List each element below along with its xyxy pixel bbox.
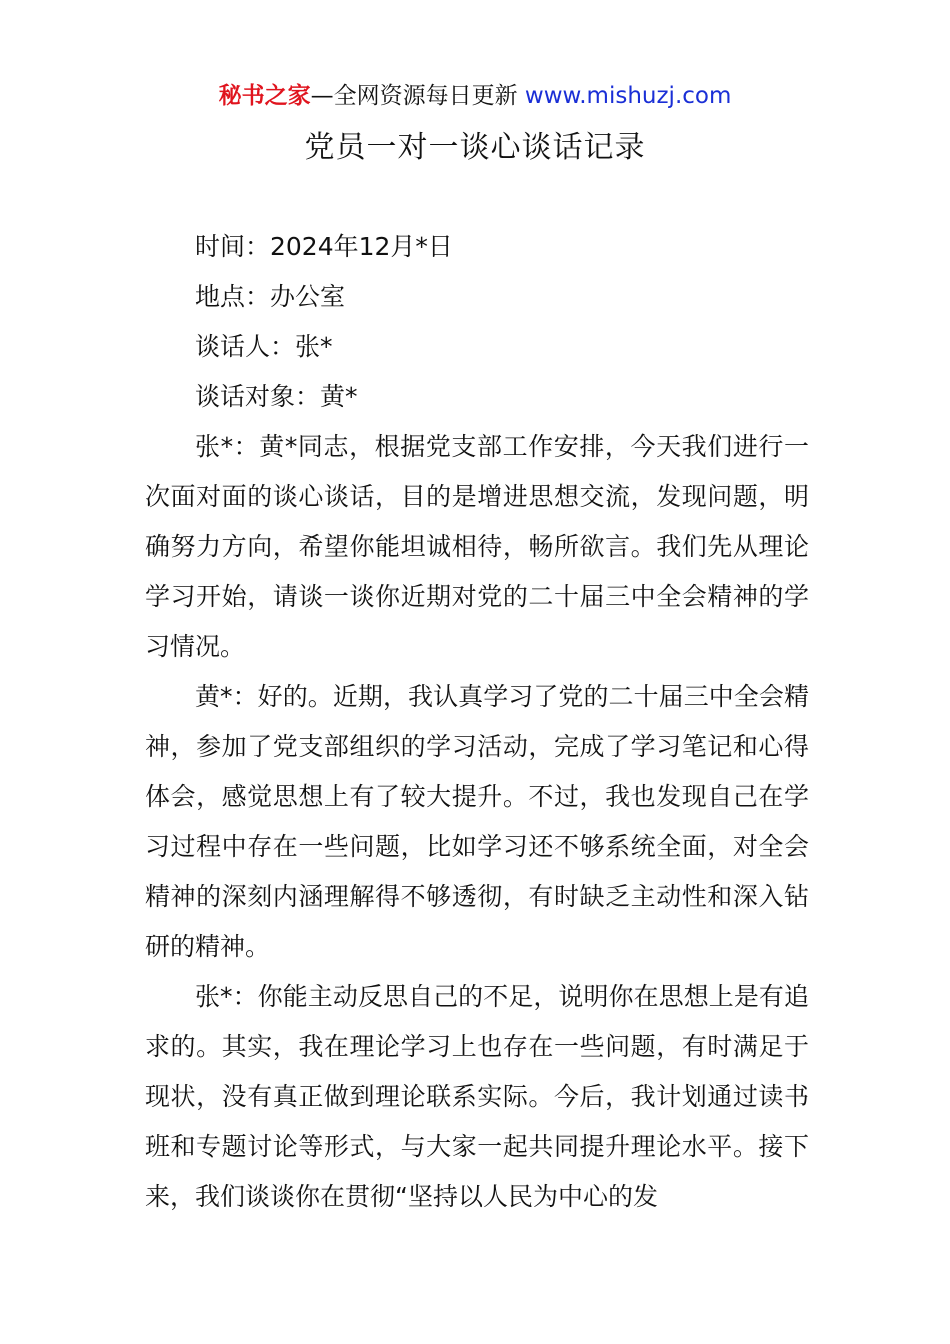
paragraph: 张*：黄*同志，根据党支部工作安排，今天我们进行一次面对面的谈心谈话，目的是增进思想交流，发现问题，明确努力方向，希望你能坦诚相待，畅所欲言。我们先从理论学习开始，请谈一谈你近期对党的二十届三中全会精神的学习情况。 [145, 432, 809, 661]
conversation-body [145, 422, 809, 1222]
site-header [0, 80, 950, 112]
meeting-info [195, 222, 815, 422]
meeting-time: 时间：2024年12月*日 [195, 232, 453, 261]
site-url-link[interactable]: www.mishuzj.com [517, 83, 732, 109]
document-title: 党员一对一谈心谈话记录 [304, 130, 646, 165]
header-tagline: —全网资源每日更新 [310, 83, 518, 109]
meeting-subject: 谈话对象：黄* [195, 382, 358, 411]
brand-name: 秘书之家 [218, 83, 311, 109]
paragraph: 张*：你能主动反思自己的不足，说明你在思想上是有追求的。其实，我在理论学习上也存在一些问题，有时满足于现状，没有真正做到理论联系实际。今后，我计划通过读书班和专题讨论等形式，与大家一起共同提升理论水平。接下来，我们谈谈你在贯彻“坚持以人民为中心的发 [145, 982, 809, 1211]
meeting-speaker: 谈话人：张* [195, 332, 333, 361]
meeting-place: 地点：办公室 [195, 282, 346, 311]
paragraph: 黄*：好的。近期，我认真学习了党的二十届三中全会精神，参加了党支部组织的学习活动，完成了学习笔记和心得体会，感觉思想上有了较大提升。不过，我也发现自己在学习过程中存在一些问题，比如学习还不够系统全面，对全会精神的深刻内涵理解得不够透彻，有时缺乏主动性和深入钻研的精神。 [145, 682, 809, 961]
